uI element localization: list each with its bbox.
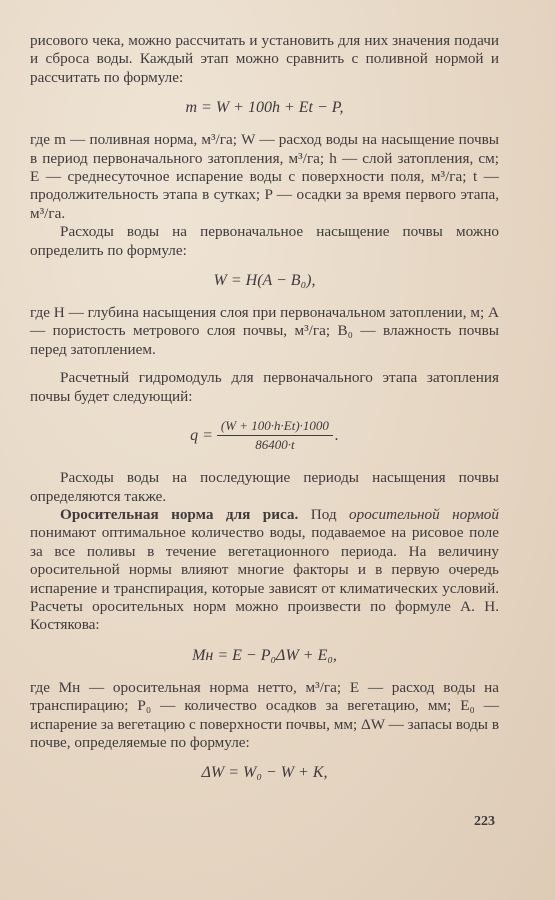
fraction-denominator: 86400·t bbox=[255, 437, 295, 453]
paragraph-8: где Mн — оросительная норма нетто, м³/га; E — расход воды на транспирацию; P₀ — количество осадков за вегетацию, мм; E₀ — испарение за вегетацию с поверхности почвы, мм; ΔW — запасы воды в почве, определяемые по формуле: bbox=[30, 678, 499, 751]
formula-hydromodule bbox=[30, 418, 499, 453]
formula-kostyakov: Mн = E − P₀ΔW + E₀, bbox=[192, 646, 337, 664]
paragraph-1: рисового чека, можно рассчитать и установить для них значения подачи и сброса воды. Каждый этап можно сравнить с поливной нормой и рассчитать по формуле: bbox=[30, 32, 499, 86]
formula-lhs: q = bbox=[190, 426, 213, 444]
fraction bbox=[217, 418, 333, 453]
fraction-numerator: (W + 100·h·Et)·1000 bbox=[217, 418, 333, 436]
formula-tail: . bbox=[334, 426, 339, 444]
formula-water-reserve: ΔW = W₀ − W + K, bbox=[201, 764, 328, 782]
emphasized-term: оросительной нормой bbox=[349, 505, 499, 523]
paragraph-4: где H — глубина насыщения слоя при первоначальном затоплении, м; A — пористость метрового слоя почвы, м³/га; B₀ — влажность почвы перед затоплением. bbox=[30, 304, 499, 358]
paragraph-2: где m — поливная норма, м³/га; W — расход воды на насыщение почвы в период первоначального затопления, м³/га; h — слой затопления, см; E — среднесуточное испарение воды с поверхности поля, м³/га; t — продолжительность этапа в сутках; P — осадки за время первого этапа, м³/га. bbox=[30, 131, 499, 222]
paragraph-7 bbox=[30, 506, 499, 635]
paragraph-5: Расчетный гидромодуль для первоначального этапа затопления почвы будет следующий: bbox=[30, 369, 499, 405]
section-term: Оросительная норма для риса. bbox=[60, 505, 299, 523]
paragraph-6: Расходы воды на последующие периоды насыщения почвы определяются также. bbox=[30, 469, 499, 505]
formula-irrigation-rate: m = W + 100h + Et − P, bbox=[185, 99, 344, 117]
paragraph-7-a: Под bbox=[298, 505, 350, 523]
page-number: 223 bbox=[474, 814, 495, 829]
paragraph-3: Расходы воды на первоначальное насыщение почвы можно определить по формуле: bbox=[30, 223, 499, 259]
paragraph-7-b: понимают оптимальное количество воды, подаваемое на рисовое поле за все поливы в течение вегетационного периода. На величину оросительной нормы влияют многие факторы и в первую очередь испарение и транспирация, которые зависят от климатических условий. Расчеты оросительных норм можно произвести по формуле А. Н. Костякова: bbox=[30, 524, 499, 634]
formula-saturation: W = H(A − B₀), bbox=[213, 272, 316, 290]
